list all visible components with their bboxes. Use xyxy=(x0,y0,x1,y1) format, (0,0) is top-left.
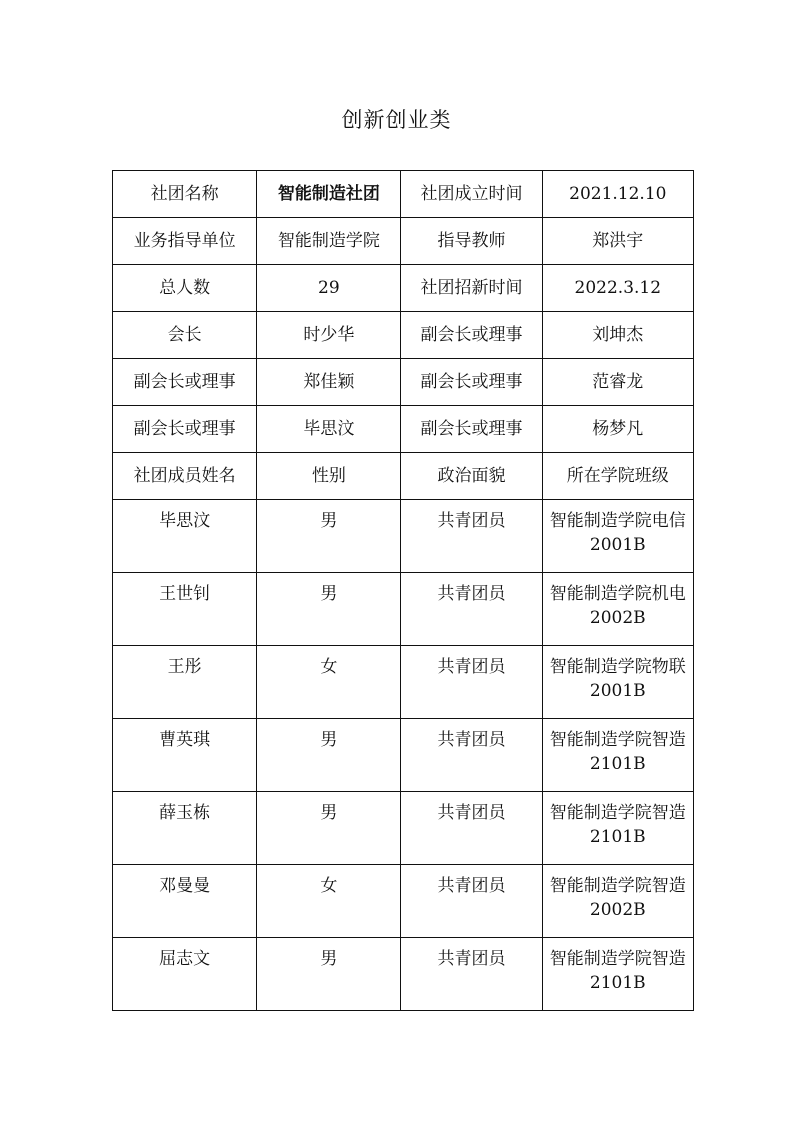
label-vice-president: 副会长或理事 xyxy=(401,312,542,359)
member-gender: 男 xyxy=(257,938,401,1011)
member-college-class: 智能制造学院机电 2002B xyxy=(542,573,693,646)
info-row-supervisor xyxy=(113,218,694,265)
member-political-status: 共青团员 xyxy=(401,938,542,1011)
member-college-class: 智能制造学院电信 2001B xyxy=(542,500,693,573)
info-row-vice-1 xyxy=(113,359,694,406)
label-president: 会长 xyxy=(113,312,257,359)
header-gender: 性别 xyxy=(257,453,401,500)
member-gender: 女 xyxy=(257,646,401,719)
info-row-club-name xyxy=(113,171,694,218)
page-title: 创新创业类 xyxy=(341,108,452,132)
member-college-class: 智能制造学院物联 2001B xyxy=(542,646,693,719)
member-college-class: 智能制造学院智造 2101B xyxy=(542,938,693,1011)
member-political-status: 共青团员 xyxy=(401,573,542,646)
header-college-class: 所在学院班级 xyxy=(542,453,693,500)
member-gender: 男 xyxy=(257,500,401,573)
member-row xyxy=(113,792,694,865)
member-row xyxy=(113,865,694,938)
value-supervising-unit: 智能制造学院 xyxy=(257,218,401,265)
member-row xyxy=(113,573,694,646)
header-political-status: 政治面貌 xyxy=(401,453,542,500)
value-founded-date: 2021.12.10 xyxy=(542,171,693,218)
value-vice-president: 刘坤杰 xyxy=(542,312,693,359)
member-political-status: 共青团员 xyxy=(401,646,542,719)
label-total-members: 总人数 xyxy=(113,265,257,312)
header-member-name: 社团成员姓名 xyxy=(113,453,257,500)
value-recruit-date: 2022.3.12 xyxy=(542,265,693,312)
value-president: 时少华 xyxy=(257,312,401,359)
info-row-headcount xyxy=(113,265,694,312)
member-gender: 女 xyxy=(257,865,401,938)
member-name: 王彤 xyxy=(113,646,257,719)
member-political-status: 共青团员 xyxy=(401,865,542,938)
member-name: 毕思汶 xyxy=(113,500,257,573)
member-political-status: 共青团员 xyxy=(401,719,542,792)
club-info-table xyxy=(112,170,694,1011)
member-gender: 男 xyxy=(257,719,401,792)
member-gender: 男 xyxy=(257,792,401,865)
label-vice-president: 副会长或理事 xyxy=(113,406,257,453)
value-club-name: 智能制造社团 xyxy=(257,171,401,218)
member-college-class: 智能制造学院智造 2101B xyxy=(542,719,693,792)
member-political-status: 共青团员 xyxy=(401,500,542,573)
label-supervising-unit: 业务指导单位 xyxy=(113,218,257,265)
label-advisor: 指导教师 xyxy=(401,218,542,265)
label-vice-president: 副会长或理事 xyxy=(113,359,257,406)
member-political-status: 共青团员 xyxy=(401,792,542,865)
value-vice-president: 范睿龙 xyxy=(542,359,693,406)
label-vice-president: 副会长或理事 xyxy=(401,359,542,406)
member-name: 薛玉栋 xyxy=(113,792,257,865)
value-vice-president: 郑佳颖 xyxy=(257,359,401,406)
label-founded-date: 社团成立时间 xyxy=(401,171,542,218)
label-vice-president: 副会长或理事 xyxy=(401,406,542,453)
member-row xyxy=(113,500,694,573)
member-name: 屈志文 xyxy=(113,938,257,1011)
member-row xyxy=(113,719,694,792)
label-club-name: 社团名称 xyxy=(113,171,257,218)
value-total-members: 29 xyxy=(257,265,401,312)
value-vice-president: 杨梦凡 xyxy=(542,406,693,453)
member-name: 曹英琪 xyxy=(113,719,257,792)
info-row-president xyxy=(113,312,694,359)
value-vice-president: 毕思汶 xyxy=(257,406,401,453)
member-college-class: 智能制造学院智造 2002B xyxy=(542,865,693,938)
member-name: 邓曼曼 xyxy=(113,865,257,938)
member-gender: 男 xyxy=(257,573,401,646)
member-college-class: 智能制造学院智造 2101B xyxy=(542,792,693,865)
member-row xyxy=(113,938,694,1011)
label-recruit-date: 社团招新时间 xyxy=(401,265,542,312)
member-header-row xyxy=(113,453,694,500)
info-row-vice-2 xyxy=(113,406,694,453)
member-name: 王世钊 xyxy=(113,573,257,646)
value-advisor: 郑洪宇 xyxy=(542,218,693,265)
member-row xyxy=(113,646,694,719)
